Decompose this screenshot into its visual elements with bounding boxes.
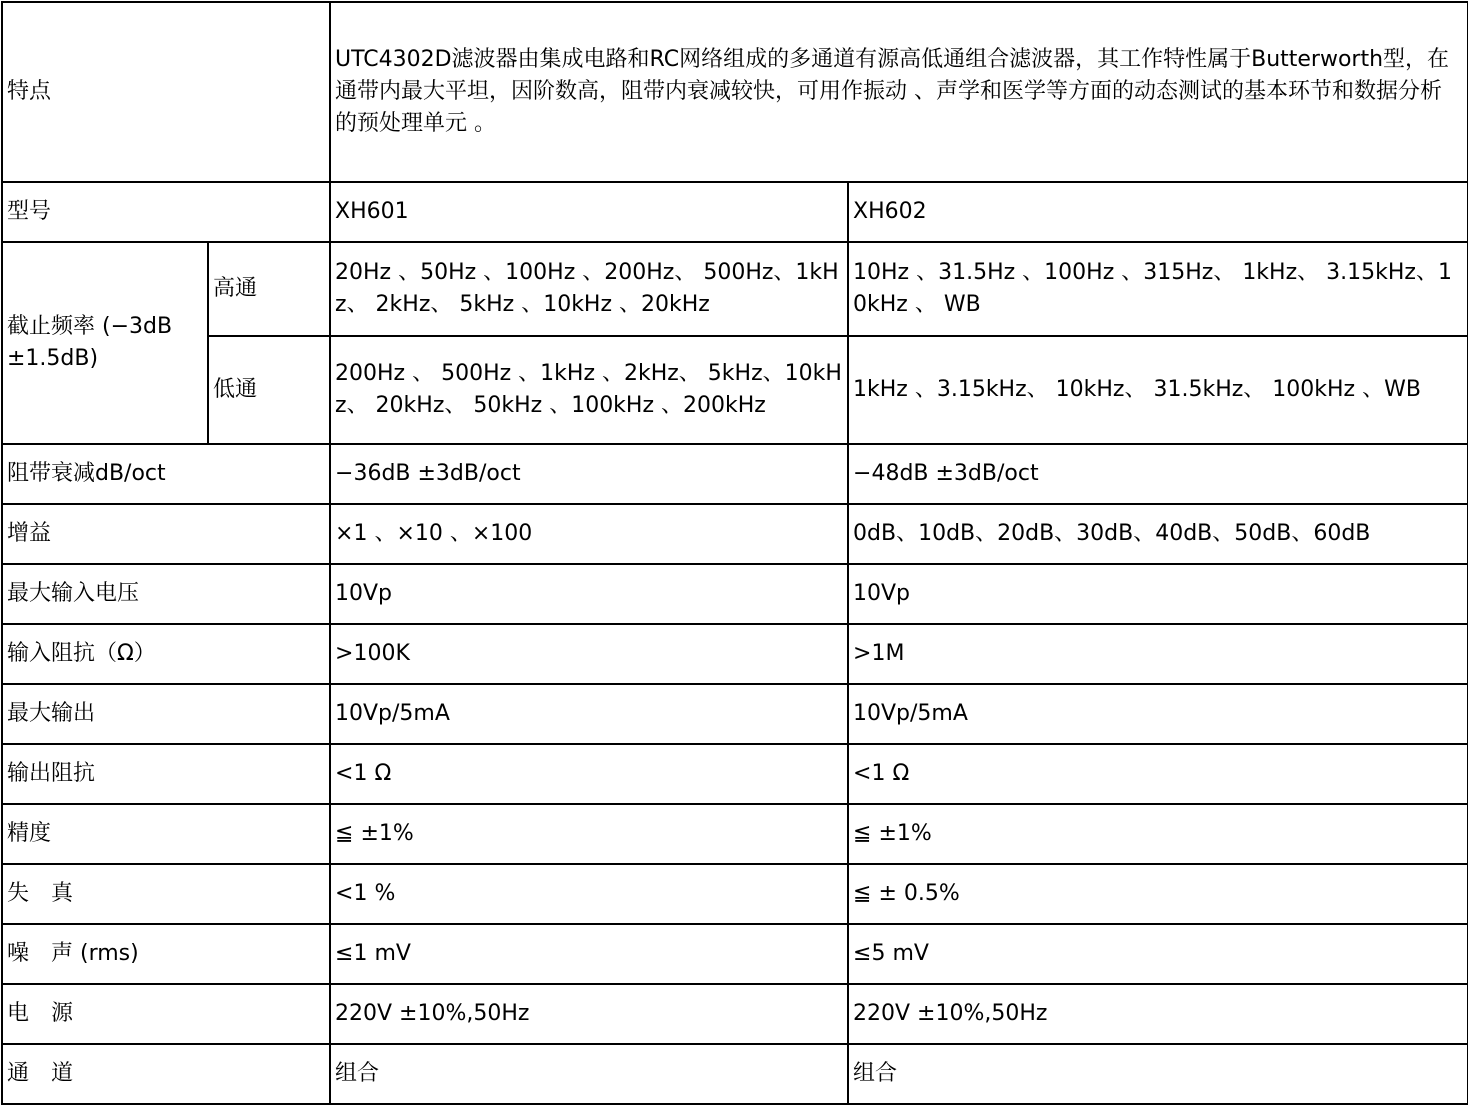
table-row	[2, 504, 1468, 564]
row-label: 最大输入电压	[2, 564, 330, 624]
row-col2: ≦ ± 0.5%	[848, 864, 1468, 924]
cutoff-label: 截止频率 (−3dB ±1.5dB)	[2, 242, 208, 444]
row-label: 阻带衰减dB/oct	[2, 444, 330, 504]
table-row	[2, 684, 1468, 744]
row-col2: <1 Ω	[848, 744, 1468, 804]
intro-text: UTC4302D滤波器由集成电路和RC网络组成的多通道有源高低通组合滤波器，其工作特性属于Butterworth型，在通带内最大平坦，因阶数高，阻带内衰减较快，可用作振动 、声学和医学等方面的动态测试的基本环节和数据分析的预处理单元 。	[330, 2, 1468, 182]
row-col2: ≤5 mV	[848, 924, 1468, 984]
intro-label: 特点	[2, 2, 330, 182]
row-col1: ≤1 mV	[330, 924, 848, 984]
row-col1: 组合	[330, 1044, 848, 1104]
model-col2: XH602	[848, 182, 1468, 242]
row-col1: <1 %	[330, 864, 848, 924]
table-row	[2, 564, 1468, 624]
table-row	[2, 2, 1468, 182]
row-col2: 0dB、10dB、20dB、30dB、40dB、50dB、60dB	[848, 504, 1468, 564]
table-row	[2, 182, 1468, 242]
cutoff-low-col1: 200Hz 、 500Hz 、1kHz 、2kHz、 5kHz、10kHz、 20kHz、 50kHz 、100kHz 、200kHz	[330, 336, 848, 444]
cutoff-low-col2: 1kHz 、3.15kHz、 10kHz、 31.5kHz、 100kHz 、WB	[848, 336, 1468, 444]
spec-table	[1, 1, 1468, 1105]
row-col2: 组合	[848, 1044, 1468, 1104]
table-row	[2, 1044, 1468, 1104]
row-label: 失 真	[2, 864, 330, 924]
row-col2: >1M	[848, 624, 1468, 684]
model-col1: XH601	[330, 182, 848, 242]
table-row	[2, 444, 1468, 504]
table-row	[2, 242, 1468, 336]
row-col1: ×1 、×10 、×100	[330, 504, 848, 564]
row-col1: 10Vp	[330, 564, 848, 624]
cutoff-high-label: 高通	[208, 242, 330, 336]
row-col1: >100K	[330, 624, 848, 684]
row-label: 通 道	[2, 1044, 330, 1104]
table-row	[2, 924, 1468, 984]
table-row	[2, 804, 1468, 864]
row-label: 增益	[2, 504, 330, 564]
row-label: 电 源	[2, 984, 330, 1044]
row-col1: −36dB ±3dB/oct	[330, 444, 848, 504]
row-label: 噪 声 (rms)	[2, 924, 330, 984]
row-col2: 10Vp	[848, 564, 1468, 624]
model-label: 型号	[2, 182, 330, 242]
row-col2: −48dB ±3dB/oct	[848, 444, 1468, 504]
row-col2: 10Vp/5mA	[848, 684, 1468, 744]
table-row	[2, 744, 1468, 804]
table-row	[2, 864, 1468, 924]
row-col2: ≦ ±1%	[848, 804, 1468, 864]
row-col1: <1 Ω	[330, 744, 848, 804]
table-row	[2, 336, 1468, 444]
row-col1: 220V ±10%,50Hz	[330, 984, 848, 1044]
row-label: 输入阻抗（Ω）	[2, 624, 330, 684]
row-label: 精度	[2, 804, 330, 864]
row-col1: ≦ ±1%	[330, 804, 848, 864]
cutoff-low-label: 低通	[208, 336, 330, 444]
row-col1: 10Vp/5mA	[330, 684, 848, 744]
row-label: 输出阻抗	[2, 744, 330, 804]
cutoff-high-col1: 20Hz 、50Hz 、100Hz 、200Hz、 500Hz、1kHz、 2kHz、 5kHz 、10kHz 、20kHz	[330, 242, 848, 336]
row-label: 最大输出	[2, 684, 330, 744]
table-row	[2, 624, 1468, 684]
cutoff-high-col2: 10Hz 、31.5Hz 、100Hz 、315Hz、 1kHz、 3.15kHz、10kHz 、 WB	[848, 242, 1468, 336]
row-col2: 220V ±10%,50Hz	[848, 984, 1468, 1044]
table-row	[2, 984, 1468, 1044]
